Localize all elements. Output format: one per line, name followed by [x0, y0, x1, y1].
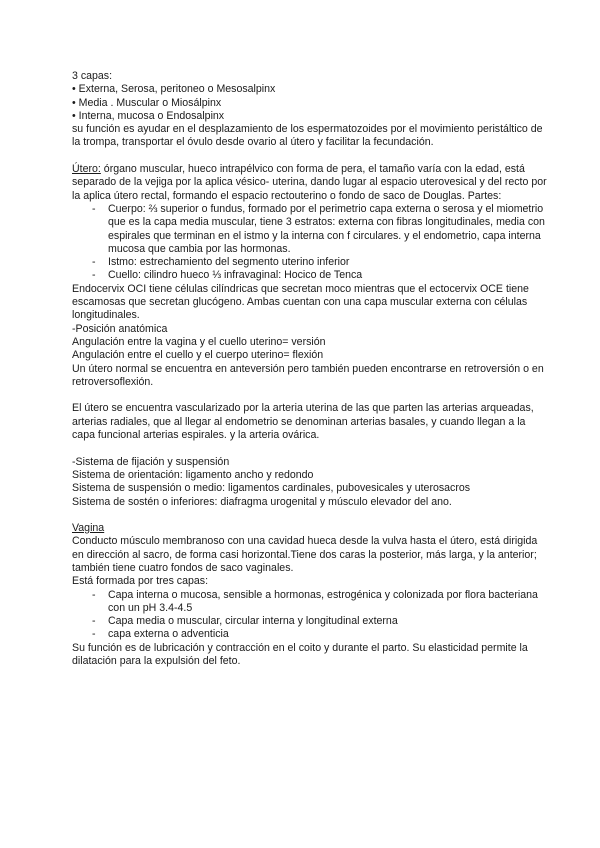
- version-line: Angulación entre la vagina y el cuello uterino= versión: [72, 335, 326, 348]
- fijacion-line: Sistema de sostén o inferiores: diafragma urogenital y músculo elevador del ano.: [72, 495, 452, 508]
- vagina-description: Conducto músculo membranoso con una cavidad hueca desde la vulva hasta el útero, está dirigida en dirección al sacro, de forma casi horizontal.Tiene dos caras la posterior, más larga, y la anterior; también tiene cuatro fondos de saco vaginales.: [72, 535, 538, 574]
- fijacion-line: Sistema de suspensión o medio: ligamentos cardinales, pubovesicales y uterosacros: [72, 482, 471, 495]
- fijacion-title: -Sistema de fijación y suspensión: [72, 455, 230, 468]
- vagina-function-paragraph: Su función es de lubricación y contracción en el coito y durante el parto. Su elasticidad permite la dilatación para la expulsión del feto.: [72, 641, 528, 668]
- endocervix-paragraph: Endocervix OCI tiene células cilíndricas que secretan moco mientras que el ectocervix OCE tiene escamosas que secretan glucógeno. Ambas cuentan con una capa muscular externa con células longitudinales.: [72, 282, 529, 322]
- vagina-layers-title: Está formada por tres capas:: [72, 575, 209, 588]
- list-item: - Cuello: cilindro hueco ⅓ infravaginal: Hocico de Tenca: [72, 269, 550, 282]
- vagina-heading: Vagina: [72, 522, 105, 535]
- utero-heading: Útero:: [72, 163, 101, 176]
- utero-parts-list: [72, 203, 550, 283]
- layers-title: 3 capas:: [72, 70, 113, 82]
- fijacion-line: Sistema de orientación: ligamento ancho y redondo: [72, 468, 314, 481]
- layer-item: • Interna, mucosa o Endosalpinx: [72, 109, 225, 122]
- normal-paragraph: Un útero normal se encuentra en anteversión pero también pueden encontrarse en retroversión o en retroversoflexión.: [72, 362, 544, 388]
- list-item: - Capa interna o mucosa, sensible a hormonas, estrogénica y colonizada por flora bacteriana con un pH 3.4-4.5: [72, 589, 550, 616]
- vagina-layers-list: [72, 589, 550, 642]
- list-item: - Capa media o muscular, circular interna y longitudinal externa: [72, 615, 550, 628]
- layer-item: • Externa, Serosa, peritoneo o Mesosalpinx: [72, 83, 276, 96]
- flexion-line: Angulación entre el cuello y el cuerpo uterino= flexión: [72, 349, 324, 362]
- layer-item: • Media . Muscular o Miosálpinx: [72, 96, 222, 109]
- list-item: - capa externa o adventicia: [72, 628, 550, 641]
- utero-description: órgano muscular, hueco intrapélvico con forma de pera, el tamaño varía con la edad, está separado de la vejiga por la aplica vésico- uterina, dando lugar al espacio uterovesical y del recto por la aplica útero rectal, formando el espacio rectouterino o fondo de saco de Douglas. Partes:: [72, 163, 547, 202]
- vascular-paragraph: El útero se encuentra vascularizado por la arteria uterina de las que parten las arterias arqueadas, arterias radiales, que al llegar al endometrio se denominan arterias basales, y cuando llegan a la capa funcional arterias espirales. y la arteria ovárica.: [72, 402, 534, 442]
- list-item: - Istmo: estrechamiento del segmento uterino inferior: [72, 256, 550, 269]
- utero-paragraph: [72, 163, 550, 203]
- list-item: - Cuerpo: ⅔ superior o fundus, formado por el perimetrio capa externa o serosa y el miometrio que es la capa media muscular, tiene 3 estratos: externa con fibras longitudinales, media con espirales que terminan en el istmo y la interna con f circulares. y el endometrio, capa interna mucosa que cambia por las hormonas.: [72, 203, 550, 256]
- posicion-title: -Posición anatómica: [72, 322, 168, 335]
- function-paragraph: su función es ayudar en el desplazamiento de los espermatozoides por el movimiento peristáltico de la trompa, transportar el óvulo desde ovario al útero y facilitar la fecundación.: [72, 123, 543, 149]
